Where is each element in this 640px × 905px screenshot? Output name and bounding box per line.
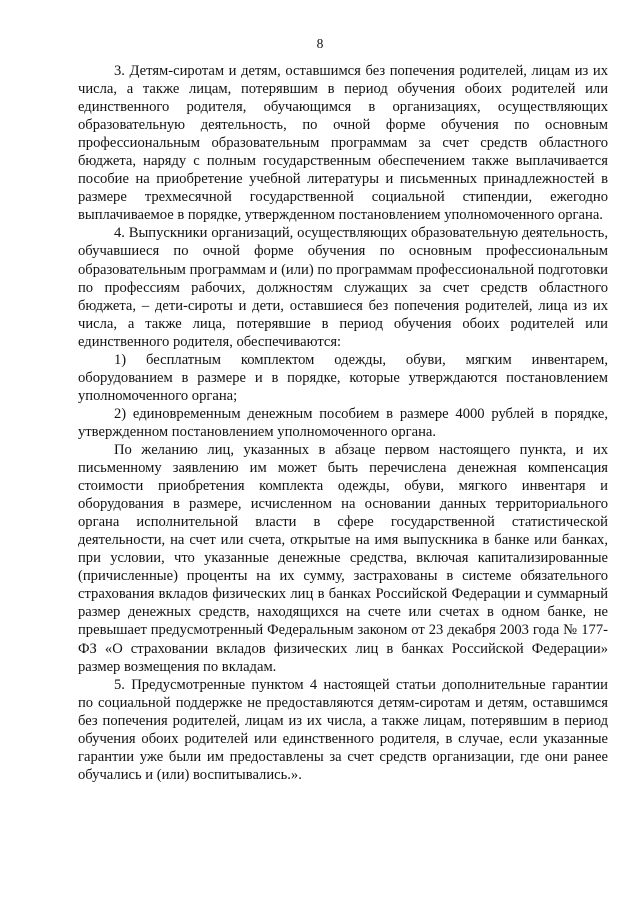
paragraph-compensation: По желанию лиц, указанных в абзаце первом настоящего пункта, и их письменному заявлению им может быть перечислена денежная компенсация стоимости приобретения комплекта одежды, обуви, мягкого инвентаря и оборудования в размере, исчисленном на основании данных территориального органа исполнительной власти в сфере государственной статистической деятельности, на счет или счета, открытые на имя выпускника в банке или банках, при условии, что указанные денежные средства, включая капитализированные (причисленные) проценты на их сумму, застрахованы в системе обязательного страхования вкладов физических лиц в банках Российской Федерации и суммарный размер денежных средств, находящихся на счете или счетах в одном банке, не превышает предусмотренный Федеральным законом от 23 декабря 2003 года № 177-ФЗ «О страховании вкладов физических лиц в банках Российской Федерации» размер возмещения по вкладам. (78, 441, 608, 675)
document-body (78, 62, 608, 784)
paragraph-item-5: 5. Предусмотренные пунктом 4 настоящей статьи дополнительные гарантии по социальной поддержке не предоставляются детям-сиротам и детям, оставшимся без попечения родителей, лицам из их числа, а также лицам, потерявшим в период обучения обоих родителей или единственного родителя, в случае, если указанные гарантии уже были им предоставлены за счет средств организации, где они ранее обучались и (или) воспитывались.». (78, 676, 608, 783)
paragraph-item-4: 4. Выпускники организаций, осуществляющих образовательную деятельность, обучавшиеся по очной форме обучения по основным профессиональным образовательным программам и (или) по программам профессиональной подготовки по профессиям рабочих, должностям служащих за счет средств областного бюджета, – дети-сироты и дети, оставшиеся без попечения родителей, лица из их числа, а также лица, потерявшие в период обучения обоих родителей или единственного родителя, обеспечиваются: (78, 225, 608, 350)
paragraph-item-3: 3. Детям-сиротам и детям, оставшимся без попечения родителей, лицам из их числа, а также лицам, потерявшим в период обучения обоих родителей или единственного родителя, обучающимся в организациях, осуществляющих образовательную деятельность, по очной форме обучения по основным профессиональным образовательным программам за счет средств областного бюджета, наряду с полным государственным обеспечением также выплачивается пособие на приобретение учебной литературы и письменных принадлежностей в размере трехмесячной государственной социальной стипендии, ежегодно выплачиваемое в порядке, утвержденном постановлением уполномоченного органа. (78, 63, 608, 224)
page-number: 8 (316, 36, 324, 51)
paragraph-subitem-1: 1) бесплатным комплектом одежды, обуви, мягким инвентарем, оборудованием в размере и в порядке, которые утверждаются постановлением уполномоченного органа; (78, 351, 608, 404)
paragraph-subitem-2: 2) единовременным денежным пособием в размере 4000 рублей в порядке, утвержденном постановлением уполномоченного органа. (78, 405, 608, 440)
